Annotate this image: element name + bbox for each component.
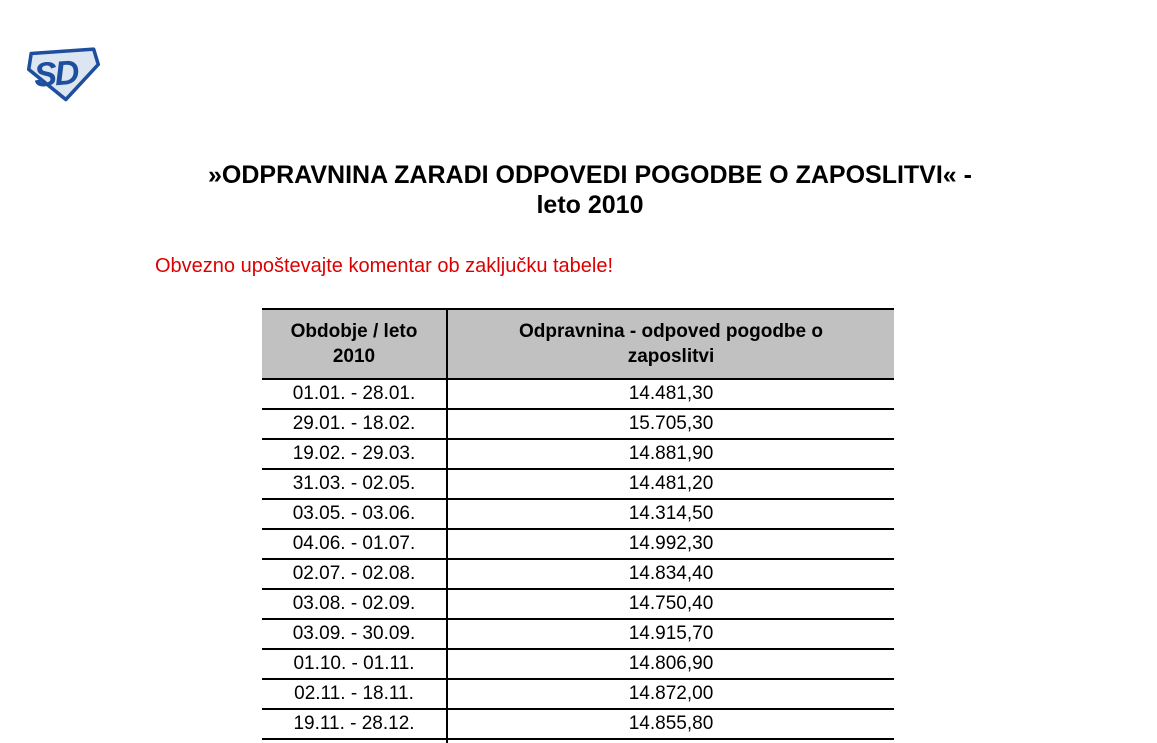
period-cell: 03.08. - 02.09. — [262, 589, 447, 619]
period-cell — [262, 739, 447, 743]
amount-cell — [447, 739, 894, 743]
table-row — [262, 709, 894, 739]
notice-text: Obvezno upoštevajte komentar ob zaključku tabele! — [155, 255, 614, 277]
amount-cell: 14.750,40 — [447, 589, 894, 619]
period-cell: 01.01. - 28.01. — [262, 379, 447, 409]
company-logo — [27, 45, 101, 103]
period-cell: 31.03. - 02.05. — [262, 469, 447, 499]
table-row — [262, 589, 894, 619]
column-header-period: Obdobje / leto 2010 — [262, 309, 447, 379]
period-cell: 29.01. - 18.02. — [262, 409, 447, 439]
table-row — [262, 379, 894, 409]
period-cell: 19.02. - 29.03. — [262, 439, 447, 469]
table-row — [262, 499, 894, 529]
table-row — [262, 739, 894, 743]
table-row — [262, 679, 894, 709]
payout-table-container — [262, 308, 894, 743]
table-row — [262, 409, 894, 439]
logo-letters: SD — [32, 53, 79, 95]
amount-cell: 14.481,30 — [447, 379, 894, 409]
period-cell: 02.07. - 02.08. — [262, 559, 447, 589]
amount-cell: 14.834,40 — [447, 559, 894, 589]
column-header-amount: Odpravnina - odpoved pogodbe o zaposlitvi — [447, 309, 894, 379]
table-header-row — [262, 309, 894, 379]
period-cell: 02.11. - 18.11. — [262, 679, 447, 709]
amount-cell: 14.314,50 — [447, 499, 894, 529]
period-cell: 04.06. - 01.07. — [262, 529, 447, 559]
period-cell: 19.11. - 28.12. — [262, 709, 447, 739]
amount-cell: 14.881,90 — [447, 439, 894, 469]
page-title — [150, 160, 1030, 220]
table-row — [262, 529, 894, 559]
amount-cell: 14.992,30 — [447, 529, 894, 559]
page-title-line-2: leto 2010 — [536, 191, 644, 219]
table-body — [262, 379, 894, 743]
period-cell: 03.05. - 03.06. — [262, 499, 447, 529]
table-row — [262, 649, 894, 679]
table-row — [262, 469, 894, 499]
page-title-line-1: »ODPRAVNINA ZARADI ODPOVEDI POGODBE O ZAPOSLITVI« - — [208, 161, 972, 189]
table-row — [262, 439, 894, 469]
table-row — [262, 619, 894, 649]
amount-cell: 14.806,90 — [447, 649, 894, 679]
sd-shield-icon — [27, 45, 101, 103]
period-cell: 01.10. - 01.11. — [262, 649, 447, 679]
amount-cell: 15.705,30 — [447, 409, 894, 439]
payout-table — [262, 308, 894, 743]
table-row — [262, 559, 894, 589]
amount-cell: 14.915,70 — [447, 619, 894, 649]
amount-cell: 14.872,00 — [447, 679, 894, 709]
amount-cell: 14.855,80 — [447, 709, 894, 739]
period-cell: 03.09. - 30.09. — [262, 619, 447, 649]
amount-cell: 14.481,20 — [447, 469, 894, 499]
